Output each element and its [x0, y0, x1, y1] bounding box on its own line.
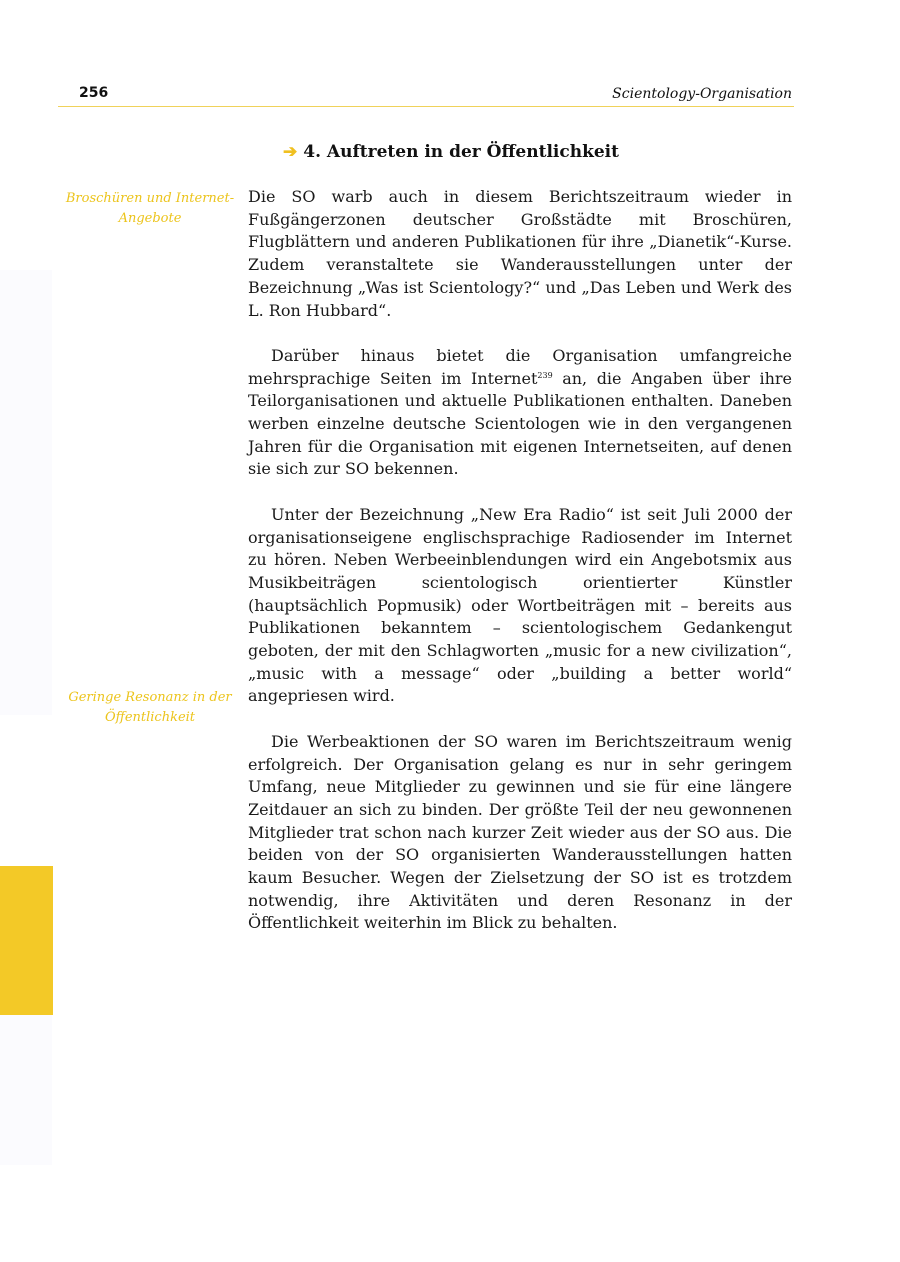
chapter-thumb-tab: [0, 866, 53, 1015]
paragraph-2: [248, 345, 792, 481]
margin-note-brochures: Broschüren und Internet-Angebote: [65, 191, 235, 226]
section-heading: [283, 142, 619, 162]
paragraph-2-part-1: Darüber hinaus bietet die Organisation umfangreiche mehrsprachige Seiten im Internet: [248, 345, 792, 388]
paragraph-2-part-2: an, die Angaben über ihre Teilorganisationen und aktuelle Publikationen enthalten. Daneben werben einzelne deutsche Scientologen wie in den vergangenen Jahren für die Organisation mit eigenen Internetseiten, auf denen sie sich zur SO bekennen.: [248, 368, 793, 479]
margin-note-resonance: Geringe Resonanz in der Öffentlichkeit: [68, 690, 232, 725]
page-edge-strip: [0, 270, 52, 715]
paragraph-1: Die SO warb auch in diesem Berichtszeitraum wieder in Fußgängerzonen deutscher Großstädte mit Broschüren, Flugblättern und anderen Publikationen für ihre „Dianetik“-Kurse. Zudem veranstaltete sie Wanderausstellungen unter der Bezeichnung „Was ist Scientology?“ und „Das Leben und Werk des L. Ron Hubbard“.: [248, 187, 792, 320]
paragraph-4: Die Werbeaktionen der SO waren im Berichtszeitraum wenig erfolgreich. Der Organisation gelang es nur in sehr geringem Umfang, neue Mitglieder zu gewinnen und sie für eine längere Zeitdauer an sich zu binden. Der größte Teil der neu gewonnenen Mitglieder trat schon nach kurzer Zeit wieder aus der SO aus. Die beiden von der SO organisierten Wanderausstellungen hatten kaum Besucher. Wegen der Zielsetzung der SO ist es trotzdem notwendig, ihre Aktivitäten und deren Resonanz in der Öffentlichkeit weiterhin im Blick zu behalten.: [248, 731, 792, 933]
body-text: [248, 186, 792, 958]
running-title: Scientology-Organisation: [612, 86, 792, 102]
paragraph-3: Unter der Bezeichnung „New Era Radio“ ist seit Juli 2000 der organisationseigene englischsprachige Radiosender im Internet zu hören. Neben Werbeeinblendungen wird ein Angebotsmix aus Musikbeiträgen scientologisch orientierter Künstler (hauptsächlich Popmusik) oder Wortbeiträgen mit – bereits aus Publikationen bekanntem – scientologischem Gedankengut geboten, der mit den Schlagworten „music for a new civilization“, „music with a message“ oder „building a better world“ angepriesen wird.: [248, 504, 792, 706]
page-edge-strip-lower: [0, 1015, 52, 1165]
footnote-reference[interactable]: 239: [537, 370, 553, 380]
section-heading-text: 4. Auftreten in der Öffentlichkeit: [303, 142, 619, 162]
arrow-right-icon: ➔: [283, 142, 298, 162]
header-rule: [58, 106, 794, 107]
page-number: 256: [79, 85, 109, 101]
